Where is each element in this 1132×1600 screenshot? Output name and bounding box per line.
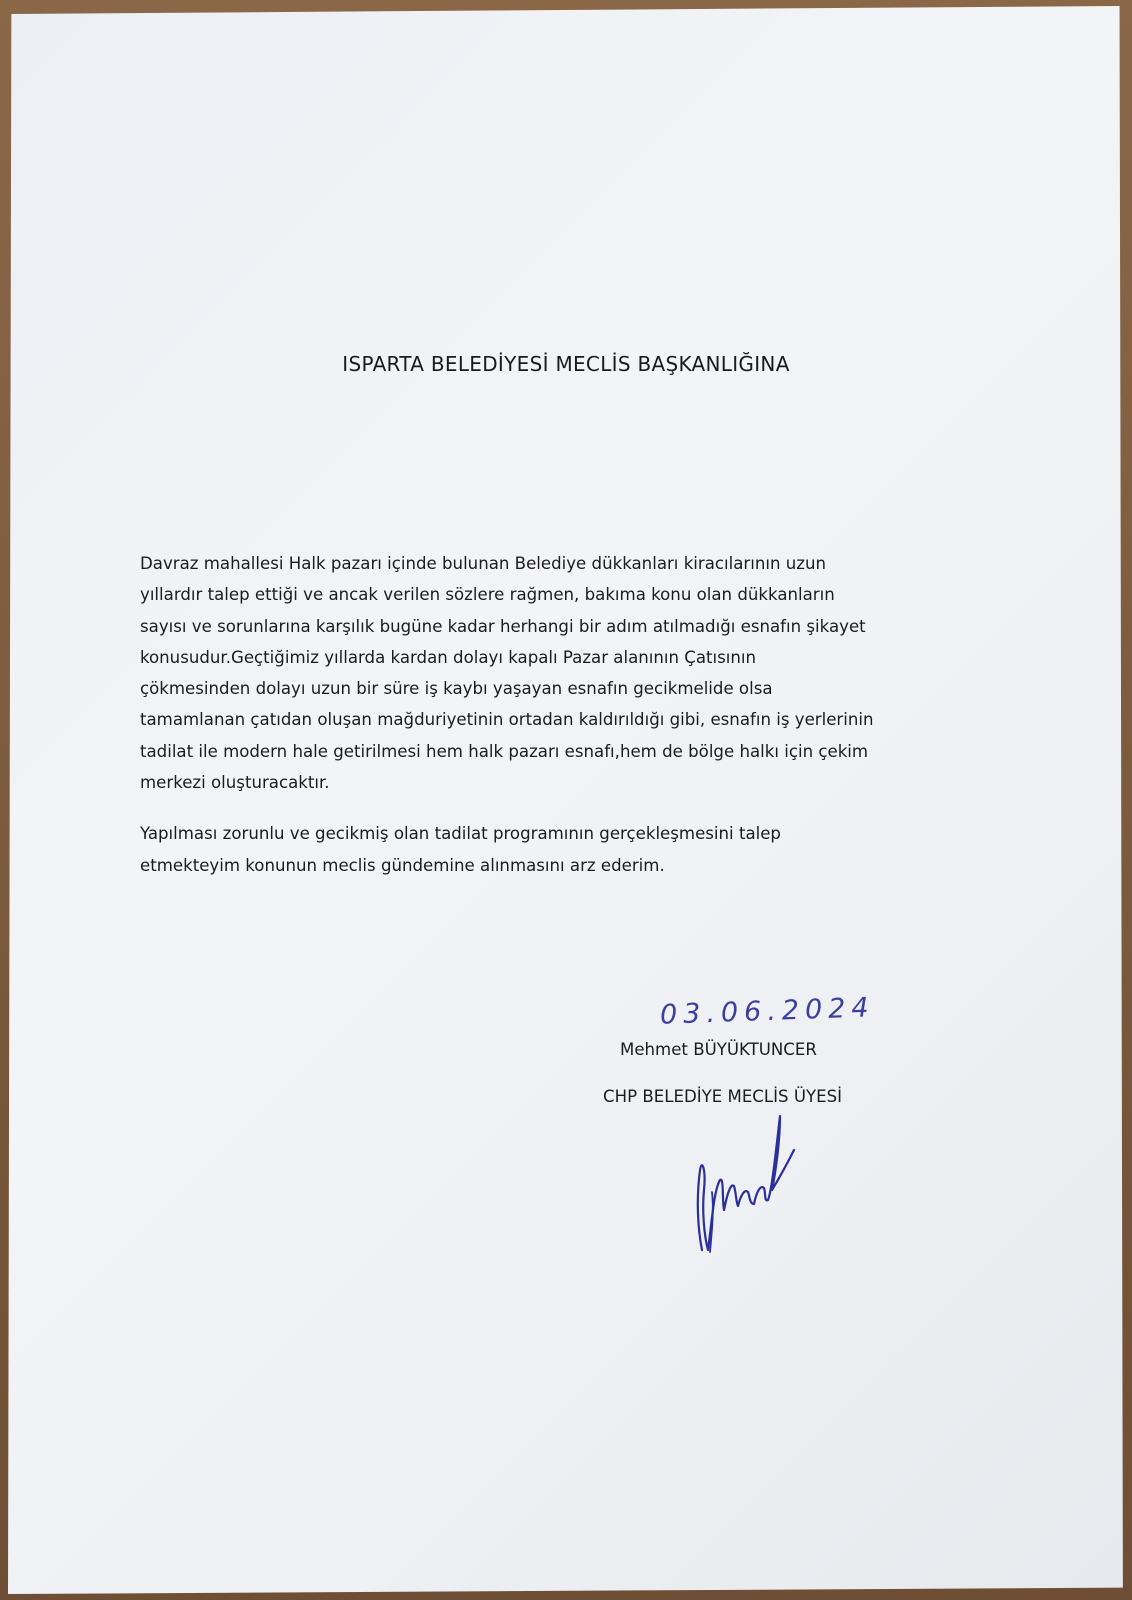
paragraph-2-line: etmekteyim konunun meclis gündemine alınmasını arz ederim.	[140, 855, 665, 875]
signer-name: Mehmet BÜYÜKTUNCER	[620, 1040, 817, 1059]
paragraph-1-line: yıllardır talep ettiği ve ancak verilen sözlere rağmen, bakıma konu olan dükkanların	[140, 585, 835, 605]
paragraph-1-line: merkezi oluşturacaktır.	[140, 773, 330, 793]
paper-sheet	[8, 6, 1124, 1594]
paragraph-1-line: tadilat ile modern hale getirilmesi hem halk pazarı esnafı,hem de bölge halkı için çekim	[140, 741, 869, 761]
paragraph-1-line: sayısı ve sorunlarına karşılık bugüne kadar herhangi bir adım atılmadığı esnafın şikayet	[140, 616, 866, 636]
paragraph-1-line: tamamlanan çatıdan oluşan mağduriyetinin ortadan kaldırıldığı gibi, esnafın iş yerlerinin	[140, 710, 874, 730]
paragraph-1-line: konusudur.Geçtiğimiz yıllarda kardan dolayı kapalı Pazar alanının Çatısının	[140, 647, 757, 667]
paragraph-2-line: Yapılması zorunlu ve gecikmiş olan tadilat programının gerçekleşmesini talep	[140, 824, 781, 843]
paragraph-1-line: çökmesinden dolayı uzun bir süre iş kaybı yaşayan esnafın gecikmelide olsa	[140, 679, 773, 699]
handwritten-date: 03.06.2024	[659, 992, 876, 1031]
paragraph-1-line: Davraz mahallesi Halk pazarı içinde bulunan Belediye dükkanları kiracılarının uzun	[140, 554, 827, 573]
paragraph-1	[140, 548, 1010, 798]
document-title: ISPARTA BELEDİYESİ MECLİS BAŞKANLIĞINA	[342, 352, 790, 376]
signature-image	[690, 1110, 800, 1260]
signer-role: CHP BELEDİYE MECLİS ÜYESİ	[603, 1087, 843, 1106]
paragraph-2	[140, 818, 1010, 881]
